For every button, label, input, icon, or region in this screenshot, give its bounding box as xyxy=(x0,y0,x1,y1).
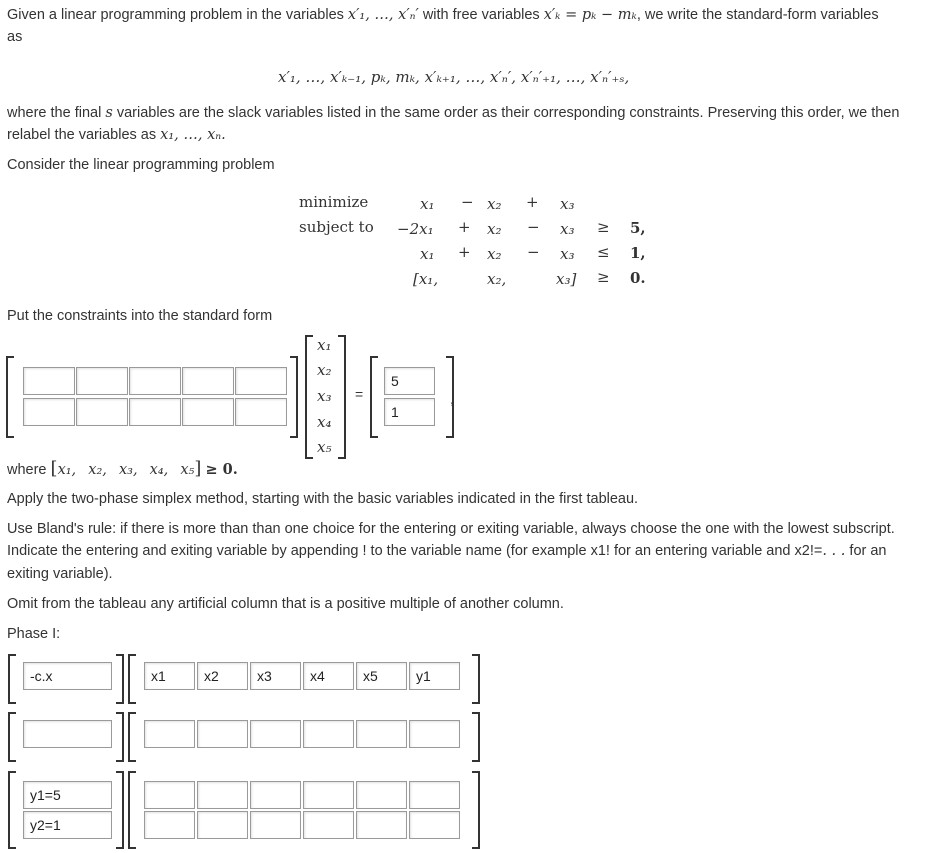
intro-paragraph-1 xyxy=(7,4,879,26)
instructions-bland-1: Use Bland's rule: if there is more than than one choice for the entering or exiting variable, always choose the one with the lowest subscript. xyxy=(7,521,895,537)
tableau-cell-input[interactable] xyxy=(356,811,407,839)
where-var: x₃, xyxy=(118,462,138,478)
instructions-text: Indicate the entering and exiting variable by appending ! to the variable name (for example x1! for an entering variable and x2!= xyxy=(7,543,823,559)
intro-text: where the final xyxy=(7,105,102,121)
c1-rhs: 5, xyxy=(630,219,646,237)
math-relabel: x₁, …, xₙ. xyxy=(160,127,226,143)
coef-input-r2c2[interactable] xyxy=(76,398,128,426)
tableau-cell-input[interactable] xyxy=(409,781,460,809)
obj-op: + xyxy=(526,193,539,211)
c3-term: x₂, xyxy=(487,270,507,288)
where-var: x₅ xyxy=(180,462,195,478)
vector-var-x5: x₅ xyxy=(317,438,332,456)
intro-text: variables are the slack variables listed in the same order as their corresponding constraints. Preserving this order, we then xyxy=(116,105,900,121)
obj-term: x₃ xyxy=(560,195,575,213)
instructions-bland-3: exiting variable). xyxy=(7,566,113,582)
math-s: s xyxy=(105,105,113,121)
c2-relation: ≤ xyxy=(597,243,610,261)
coef-input-r2c1[interactable] xyxy=(23,398,75,426)
where-var: x₂, xyxy=(88,462,107,478)
c2-term: x₃ xyxy=(560,245,575,263)
c2-rhs: 1, xyxy=(630,244,646,262)
c1-term: x₂ xyxy=(487,220,502,238)
standard-form-prompt: Put the constraints into the standard form xyxy=(7,308,273,324)
c3-term: x₃] xyxy=(556,270,577,288)
vector-var-x4: x₄ xyxy=(317,413,332,431)
instructions-dots: . . . xyxy=(822,543,846,559)
tableau-cell-input[interactable] xyxy=(197,811,248,839)
subject-to-label: subject to xyxy=(299,218,374,236)
tableau-cell-input[interactable] xyxy=(356,781,407,809)
instructions-apply: Apply the two-phase simplex method, starting with the basic variables indicated in the first tableau. xyxy=(7,491,639,507)
obj-term: x₁ xyxy=(420,195,435,213)
c2-op: + xyxy=(458,243,471,261)
rhs-input-2[interactable]: 1 xyxy=(384,398,435,426)
matrix-bracket-left xyxy=(6,356,14,438)
objective-coef-input[interactable] xyxy=(144,720,195,748)
intro-paragraph-2-line2 xyxy=(7,124,226,146)
c3-relation: ≥ xyxy=(597,268,610,286)
tableau-cell-input[interactable] xyxy=(250,811,301,839)
vector-var-x1: x₁ xyxy=(317,336,332,354)
where-line: where [x₁, x₂, x₃, x₄, x₅] ≥ 0. xyxy=(7,458,238,479)
rhs-input-1[interactable]: 5 xyxy=(384,367,435,395)
vector-var-x2: x₂ xyxy=(317,361,332,379)
where-var: x₄, xyxy=(149,462,169,478)
tableau-cell-input[interactable] xyxy=(250,781,301,809)
matrix-bracket-right xyxy=(290,356,298,438)
obj-term: x₂ xyxy=(487,195,502,213)
minimize-label: minimize xyxy=(299,193,369,211)
intro-as: as xyxy=(7,29,23,45)
tableau-bracket xyxy=(128,654,136,704)
tableau-cell-input[interactable] xyxy=(409,811,460,839)
c1-op: − xyxy=(527,218,540,236)
objective-value-input[interactable] xyxy=(23,720,112,748)
display-variables: x′₁, …, x′ₖ₋₁, pₖ, mₖ, x′ₖ₊₁, …, x′ₙ′, x′ₙ′₊₁, …, x′ₙ′₊ₛ, xyxy=(278,68,630,86)
tableau-bracket xyxy=(472,712,480,762)
equals-sign: = xyxy=(355,386,364,402)
c1-op: + xyxy=(458,218,471,236)
vector-bracket-left xyxy=(305,335,313,459)
coef-input-r2c5[interactable] xyxy=(235,398,287,426)
header-input-x2[interactable]: x2 xyxy=(197,662,248,690)
c1-term: x₃ xyxy=(560,220,575,238)
instructions-bland-2 xyxy=(7,540,887,562)
c1-relation: ≥ xyxy=(597,218,610,236)
coef-input-r1c3[interactable] xyxy=(129,367,181,395)
tableau-cell-input[interactable] xyxy=(303,781,354,809)
tableau-bracket xyxy=(472,771,480,849)
objective-coef-input[interactable] xyxy=(303,720,354,748)
header-input-x1[interactable]: x1 xyxy=(144,662,195,690)
coef-input-r1c2[interactable] xyxy=(76,367,128,395)
vector-bracket-right xyxy=(338,335,346,459)
basis-input-1[interactable]: y1=5 xyxy=(23,781,112,809)
objective-coef-input[interactable] xyxy=(197,720,248,748)
corner-input[interactable]: -c.x xyxy=(23,662,112,690)
tableau-bracket xyxy=(8,712,16,762)
tableau-cell-input[interactable] xyxy=(144,811,195,839)
tableau-bracket xyxy=(8,771,16,849)
rhs-bracket-left xyxy=(370,356,378,438)
c3-term: [x₁, xyxy=(413,270,439,288)
objective-coef-input[interactable] xyxy=(356,720,407,748)
intro-text: Given a linear programming problem in the variables xyxy=(7,7,344,23)
coef-input-r2c3[interactable] xyxy=(129,398,181,426)
tableau-bracket xyxy=(116,771,124,849)
basis-input-2[interactable]: y2=1 xyxy=(23,811,112,839)
tableau-bracket xyxy=(472,654,480,704)
tableau-bracket xyxy=(8,654,16,704)
coef-input-r1c1[interactable] xyxy=(23,367,75,395)
tableau-cell-input[interactable] xyxy=(197,781,248,809)
tableau-bracket xyxy=(128,712,136,762)
vector-var-x3: x₃ xyxy=(317,387,332,405)
tableau-bracket xyxy=(116,654,124,704)
obj-op: − xyxy=(461,193,474,211)
math-free-variable: x′ₖ = pₖ − mₖ xyxy=(543,7,637,23)
math-variables: x′₁, …, x′ₙ′ xyxy=(347,7,419,23)
c2-term: x₁ xyxy=(420,245,435,263)
c1-term: −2x₁ xyxy=(397,220,434,238)
header-input-y1[interactable]: y1 xyxy=(409,662,460,690)
intro-text: with free variables xyxy=(422,7,540,23)
consider-text: Consider the linear programming problem xyxy=(7,157,275,173)
c2-op: − xyxy=(527,243,540,261)
intro-paragraph-2 xyxy=(7,102,899,124)
objective-coef-input[interactable] xyxy=(409,720,460,748)
header-input-x5[interactable]: x5 xyxy=(356,662,407,690)
tableau-cell-input[interactable] xyxy=(144,781,195,809)
phase-label: Phase I: xyxy=(7,626,61,642)
tableau-bracket xyxy=(128,771,136,849)
coef-input-r1c5[interactable] xyxy=(235,367,287,395)
where-label: where xyxy=(7,462,47,478)
intro-text: relabel the variables as xyxy=(7,127,157,143)
coef-input-r2c4[interactable] xyxy=(182,398,234,426)
header-input-x3[interactable]: x3 xyxy=(250,662,301,690)
where-var: x₁, xyxy=(57,462,77,478)
instructions-text: for an xyxy=(849,543,887,559)
tableau-bracket xyxy=(116,712,124,762)
c2-term: x₂ xyxy=(487,245,502,263)
c3-rhs: 0. xyxy=(630,269,646,287)
tableau-cell-input[interactable] xyxy=(303,811,354,839)
header-input-x4[interactable]: x4 xyxy=(303,662,354,690)
objective-coef-input[interactable] xyxy=(250,720,301,748)
coef-input-r1c4[interactable] xyxy=(182,367,234,395)
intro-text: , we write the standard-form variables xyxy=(636,7,879,23)
trailing-comma: , xyxy=(450,392,455,408)
where-condition: ≥ 0. xyxy=(205,461,238,478)
instructions-omit: Omit from the tableau any artificial column that is a positive multiple of another column. xyxy=(7,596,564,612)
